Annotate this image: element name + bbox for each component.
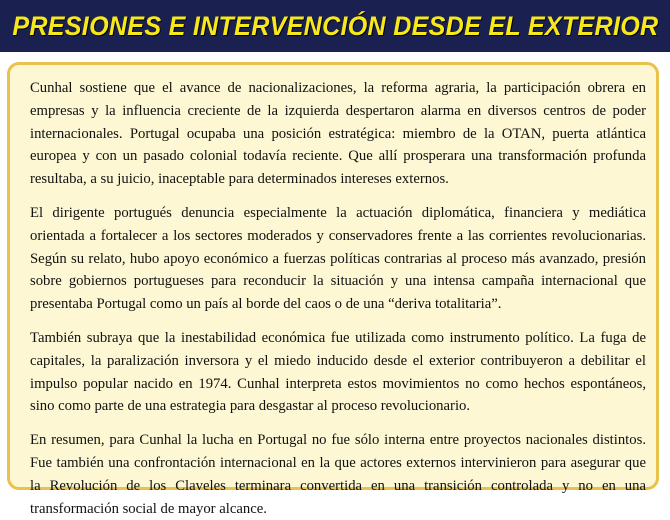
- page-title: PRESIONES E INTERVENCIÓN DESDE EL EXTERIOR: [11, 10, 659, 41]
- paragraph-2: El dirigente portugués denuncia especialmente la actuación diplomática, financiera y mediática orientada a fortalecer a los sectores moderados y conservadores frente a las corrientes revolucionarias. Según su relato, hubo apoyo económico a fuerzas políticas contrarias al proceso más avanzado, presión sobre gobiernos portugueses para reconducir la situación y una intensa campaña internacional que presentaba Portugal como un país al borde del caos o de una “deriva totalitaria”.: [30, 204, 646, 313]
- title-banner: [0, 0, 670, 52]
- paragraph-3: También subraya que la inestabilidad económica fue utilizada como instrumento político. La fuga de capitales, la paralización inversora y el miedo inducido desde el exterior contribuyeron a debilitar el impulso popular nacido en 1974. Cunhal interpreta estos movimientos no como hechos espontáneos, sino como parte de una estrategia para desgastar al proceso revolucionario.: [30, 329, 646, 415]
- text-panel: [7, 62, 659, 517]
- paragraph-1: Cunhal sostiene que el avance de nacionalizaciones, la reforma agraria, la participación obrera en empresas y la influencia creciente de la izquierda despertaron alarma en diversos centros de poder internacionales. Portugal ocupaba una posición estratégica: miembro de la OTAN, puerta atlántica europea y con un pasado colonial todavía reciente. Que allí prosperara una transformación profunda resultaba, a su juicio, inaceptable para determinados intereses externos.: [30, 80, 646, 188]
- paragraph-4: En resumen, para Cunhal la lucha en Portugal no fue sólo interna entre proyectos nacionales distintos. Fue también una confrontación internacional en la que actores externos intervinieron para asegurar que la Revolución de los Claveles terminara convertida en una transición controlada y no en una transformación social de mayor alcance.: [30, 432, 646, 517]
